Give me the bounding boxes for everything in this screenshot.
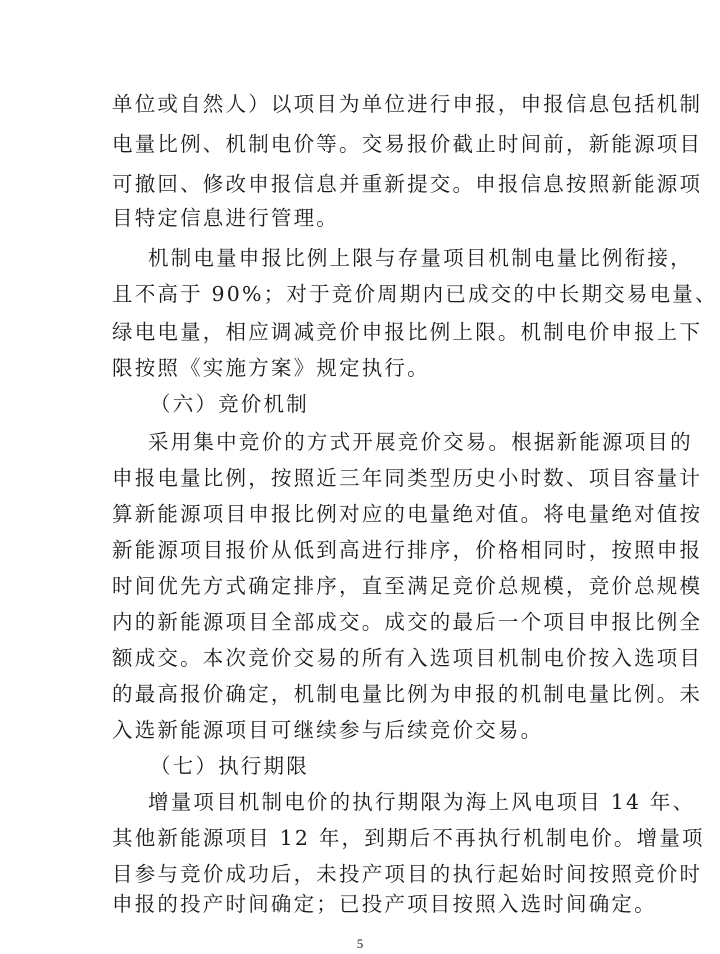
paragraph-line: 时间优先方式确定排序，直至满足竞价总规模，竞价总规模 [112, 574, 703, 598]
paragraph-line: 机制电量申报比例上限与存量项目机制电量比例衔接， [148, 246, 693, 270]
paragraph-line: 电量比例、机制电价等。交易报价截止时间前，新能源项目 [112, 132, 703, 156]
paragraph-line: 绿电电量，相应调减竞价申报比例上限。机制电价申报上下 [112, 320, 703, 344]
paragraph-line: 增量项目机制电价的执行期限为海上风电项目 14 年、 [148, 790, 696, 814]
paragraph-line: 限按照《实施方案》规定执行。 [112, 356, 430, 380]
paragraph-line: 采用集中竞价的方式开展竞价交易。根据新能源项目的 [148, 430, 693, 454]
section-heading: （六）竞价机制 [150, 392, 309, 416]
paragraph-line: 新能源项目报价从低到高进行排序，价格相同时，按照申报 [112, 538, 703, 562]
paragraph-line: 入选新能源项目可继续参与后续竞价交易。 [112, 718, 544, 742]
paragraph-line: 内的新能源项目全部成交。成交的最后一个项目申报比例全 [112, 610, 703, 634]
paragraph-line: 申报的投产时间确定；已投产项目按照入选时间确定。 [112, 892, 657, 916]
paragraph-line: 额成交。本次竞价交易的所有入选项目机制电价按入选项目 [112, 646, 703, 670]
section-heading: （七）执行期限 [150, 754, 309, 778]
paragraph-line: 其他新能源项目 12 年，到期后不再执行机制电价。增量项 [112, 826, 705, 850]
paragraph-line: 算新能源项目申报比例对应的电量绝对值。将电量绝对值按 [112, 502, 703, 526]
paragraph-line: 目参与竞价成功后，未投产项目的执行起始时间按照竞价时 [112, 862, 703, 886]
paragraph-line: 且不高于 90%；对于竞价周期内已成交的中长期交易电量、 [112, 282, 718, 306]
paragraph-line: 可撤回、修改申报信息并重新提交。申报信息按照新能源项 [112, 172, 703, 196]
paragraph-line: 目特定信息进行管理。 [112, 206, 339, 230]
paragraph-line: 的最高报价确定，机制电量比例为申报的机制电量比例。未 [112, 682, 703, 706]
page-number: 5 [356, 936, 364, 951]
paragraph-line: 申报电量比例，按照近三年同类型历史小时数、项目容量计 [112, 466, 703, 490]
paragraph-line: 单位或自然人）以项目为单位进行申报，申报信息包括机制 [112, 92, 703, 116]
